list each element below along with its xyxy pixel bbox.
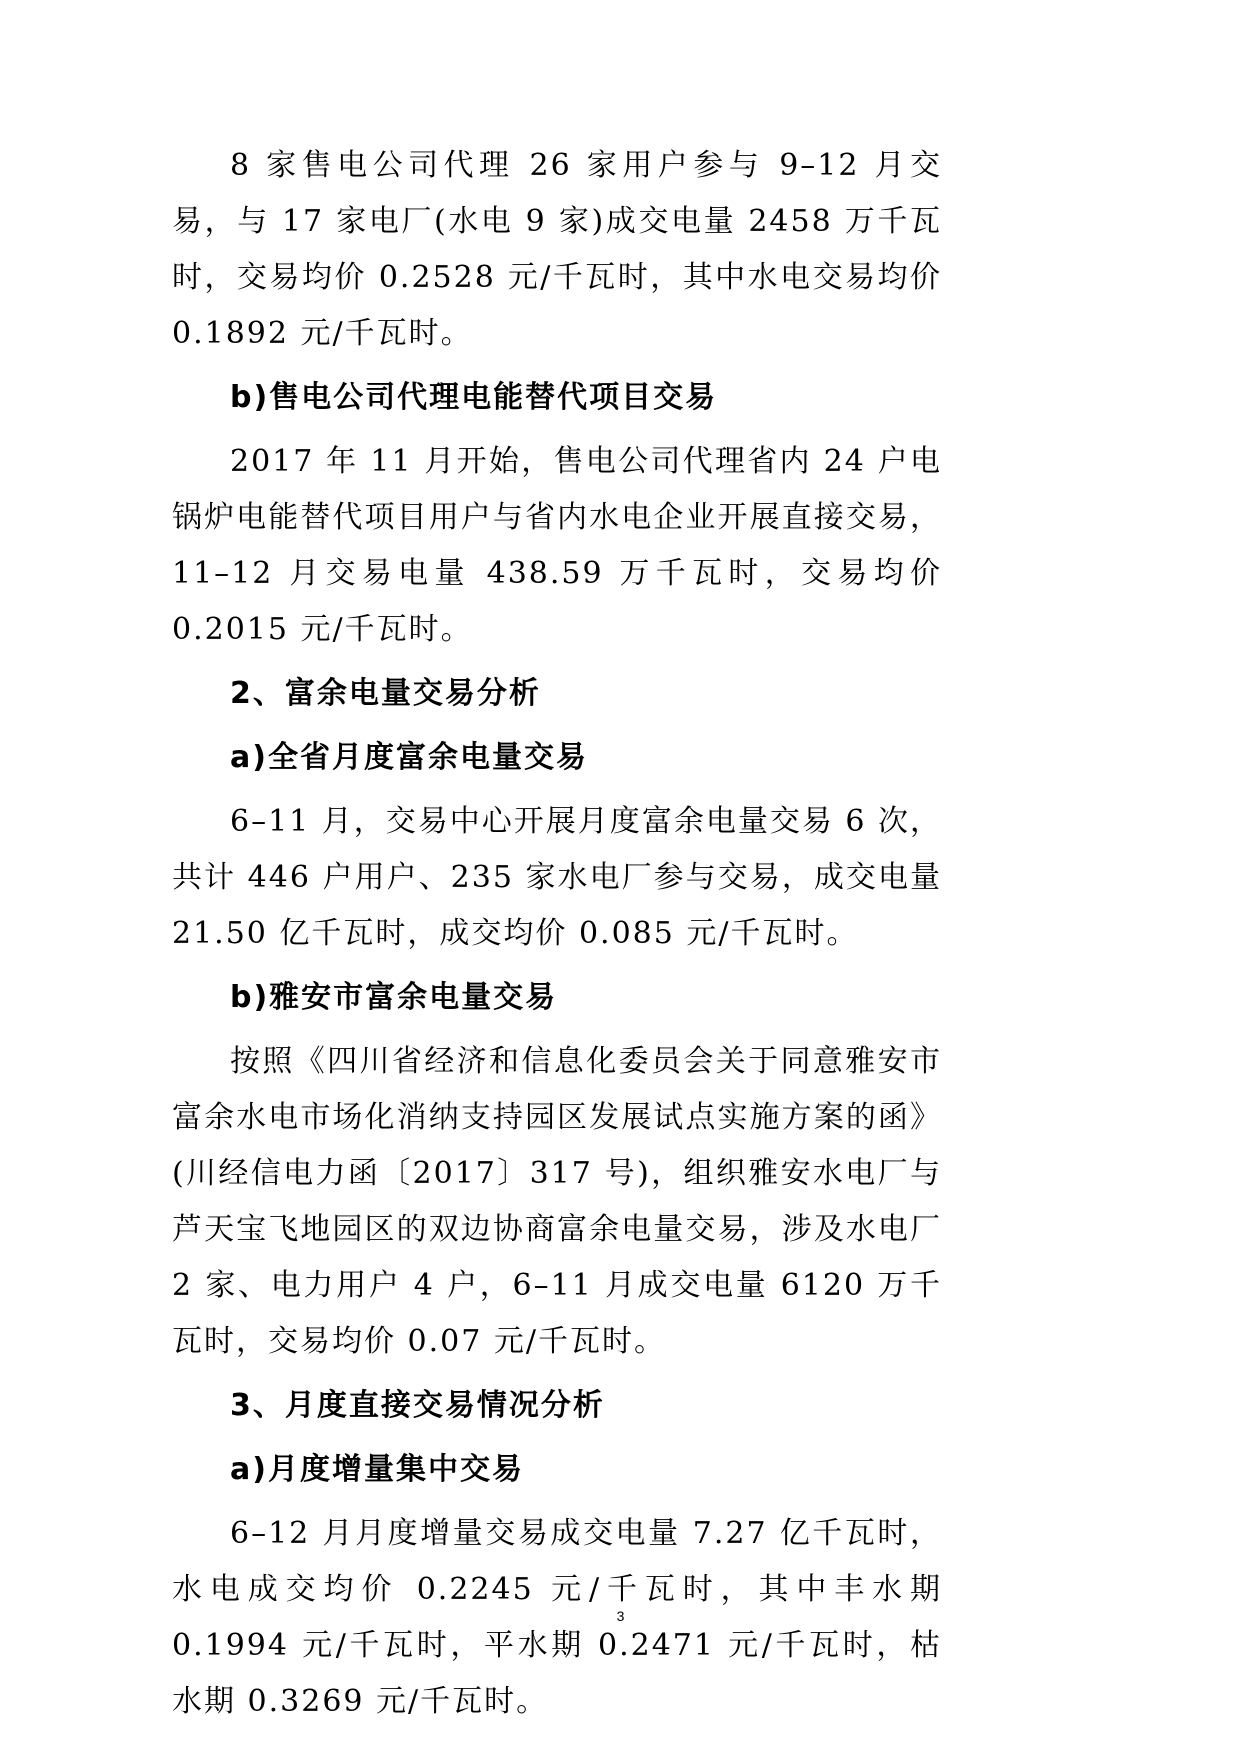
- heading-2-surplus-power-analysis: 2、富余电量交易分析: [230, 676, 541, 711]
- paragraph-yaan-surplus: 按照《四川省经济和信息化委员会关于同意雅安市富余水电市场化消纳支持园区发展试点实施方案的函》(川经信电力函〔2017〕317 号)，组织雅安水电厂与芦天宝飞地园区的双边协商富余电量交易，涉及水电厂 2 家、电力用户 4 户，6–11 月成交电量 6120 万千瓦时，交易均价 0.07 元/千瓦时。: [172, 1044, 942, 1359]
- heading-a-monthly-incremental: a)月度增量集中交易: [230, 1452, 524, 1487]
- paragraph-province-monthly-surplus: 6–11 月，交易中心开展月度富余电量交易 6 次，共计 446 户用户、235 家水电厂参与交易，成交电量 21.50 亿千瓦时，成交均价 0.085 元/千瓦时。: [172, 804, 942, 951]
- paragraph-monthly-incremental: 6–12 月月度增量交易成交电量 7.27 亿千瓦时，水电成交均价 0.2245 元/千瓦时，其中丰水期 0.1994 元/千瓦时，平水期 0.2471 元/千瓦时，枯水期 0.3269 元/千瓦时。: [172, 1516, 942, 1719]
- paragraph-retail-agent-trading: 8 家售电公司代理 26 家用户参与 9–12 月交易，与 17 家电厂(水电 9 家)成交电量 2458 万千瓦时，交易均价 0.2528 元/千瓦时，其中水电交易均价 0.1892 元/千瓦时。: [172, 148, 942, 351]
- page-number: 3: [616, 1608, 625, 1624]
- heading-a-province-monthly-surplus: a)全省月度富余电量交易: [230, 740, 588, 775]
- heading-b-yaan-surplus: b)雅安市富余电量交易: [230, 980, 558, 1015]
- heading-b-electric-substitution: b)售电公司代理电能替代项目交易: [230, 380, 718, 415]
- page-body: [172, 138, 942, 1730]
- paragraph-electric-substitution: 2017 年 11 月开始，售电公司代理省内 24 户电锅炉电能替代项目用户与省内水电企业开展直接交易，11–12 月交易电量 438.59 万千瓦时，交易均价 0.2015 元/千瓦时。: [172, 444, 942, 647]
- heading-3-monthly-direct-trading: 3、月度直接交易情况分析: [230, 1388, 605, 1423]
